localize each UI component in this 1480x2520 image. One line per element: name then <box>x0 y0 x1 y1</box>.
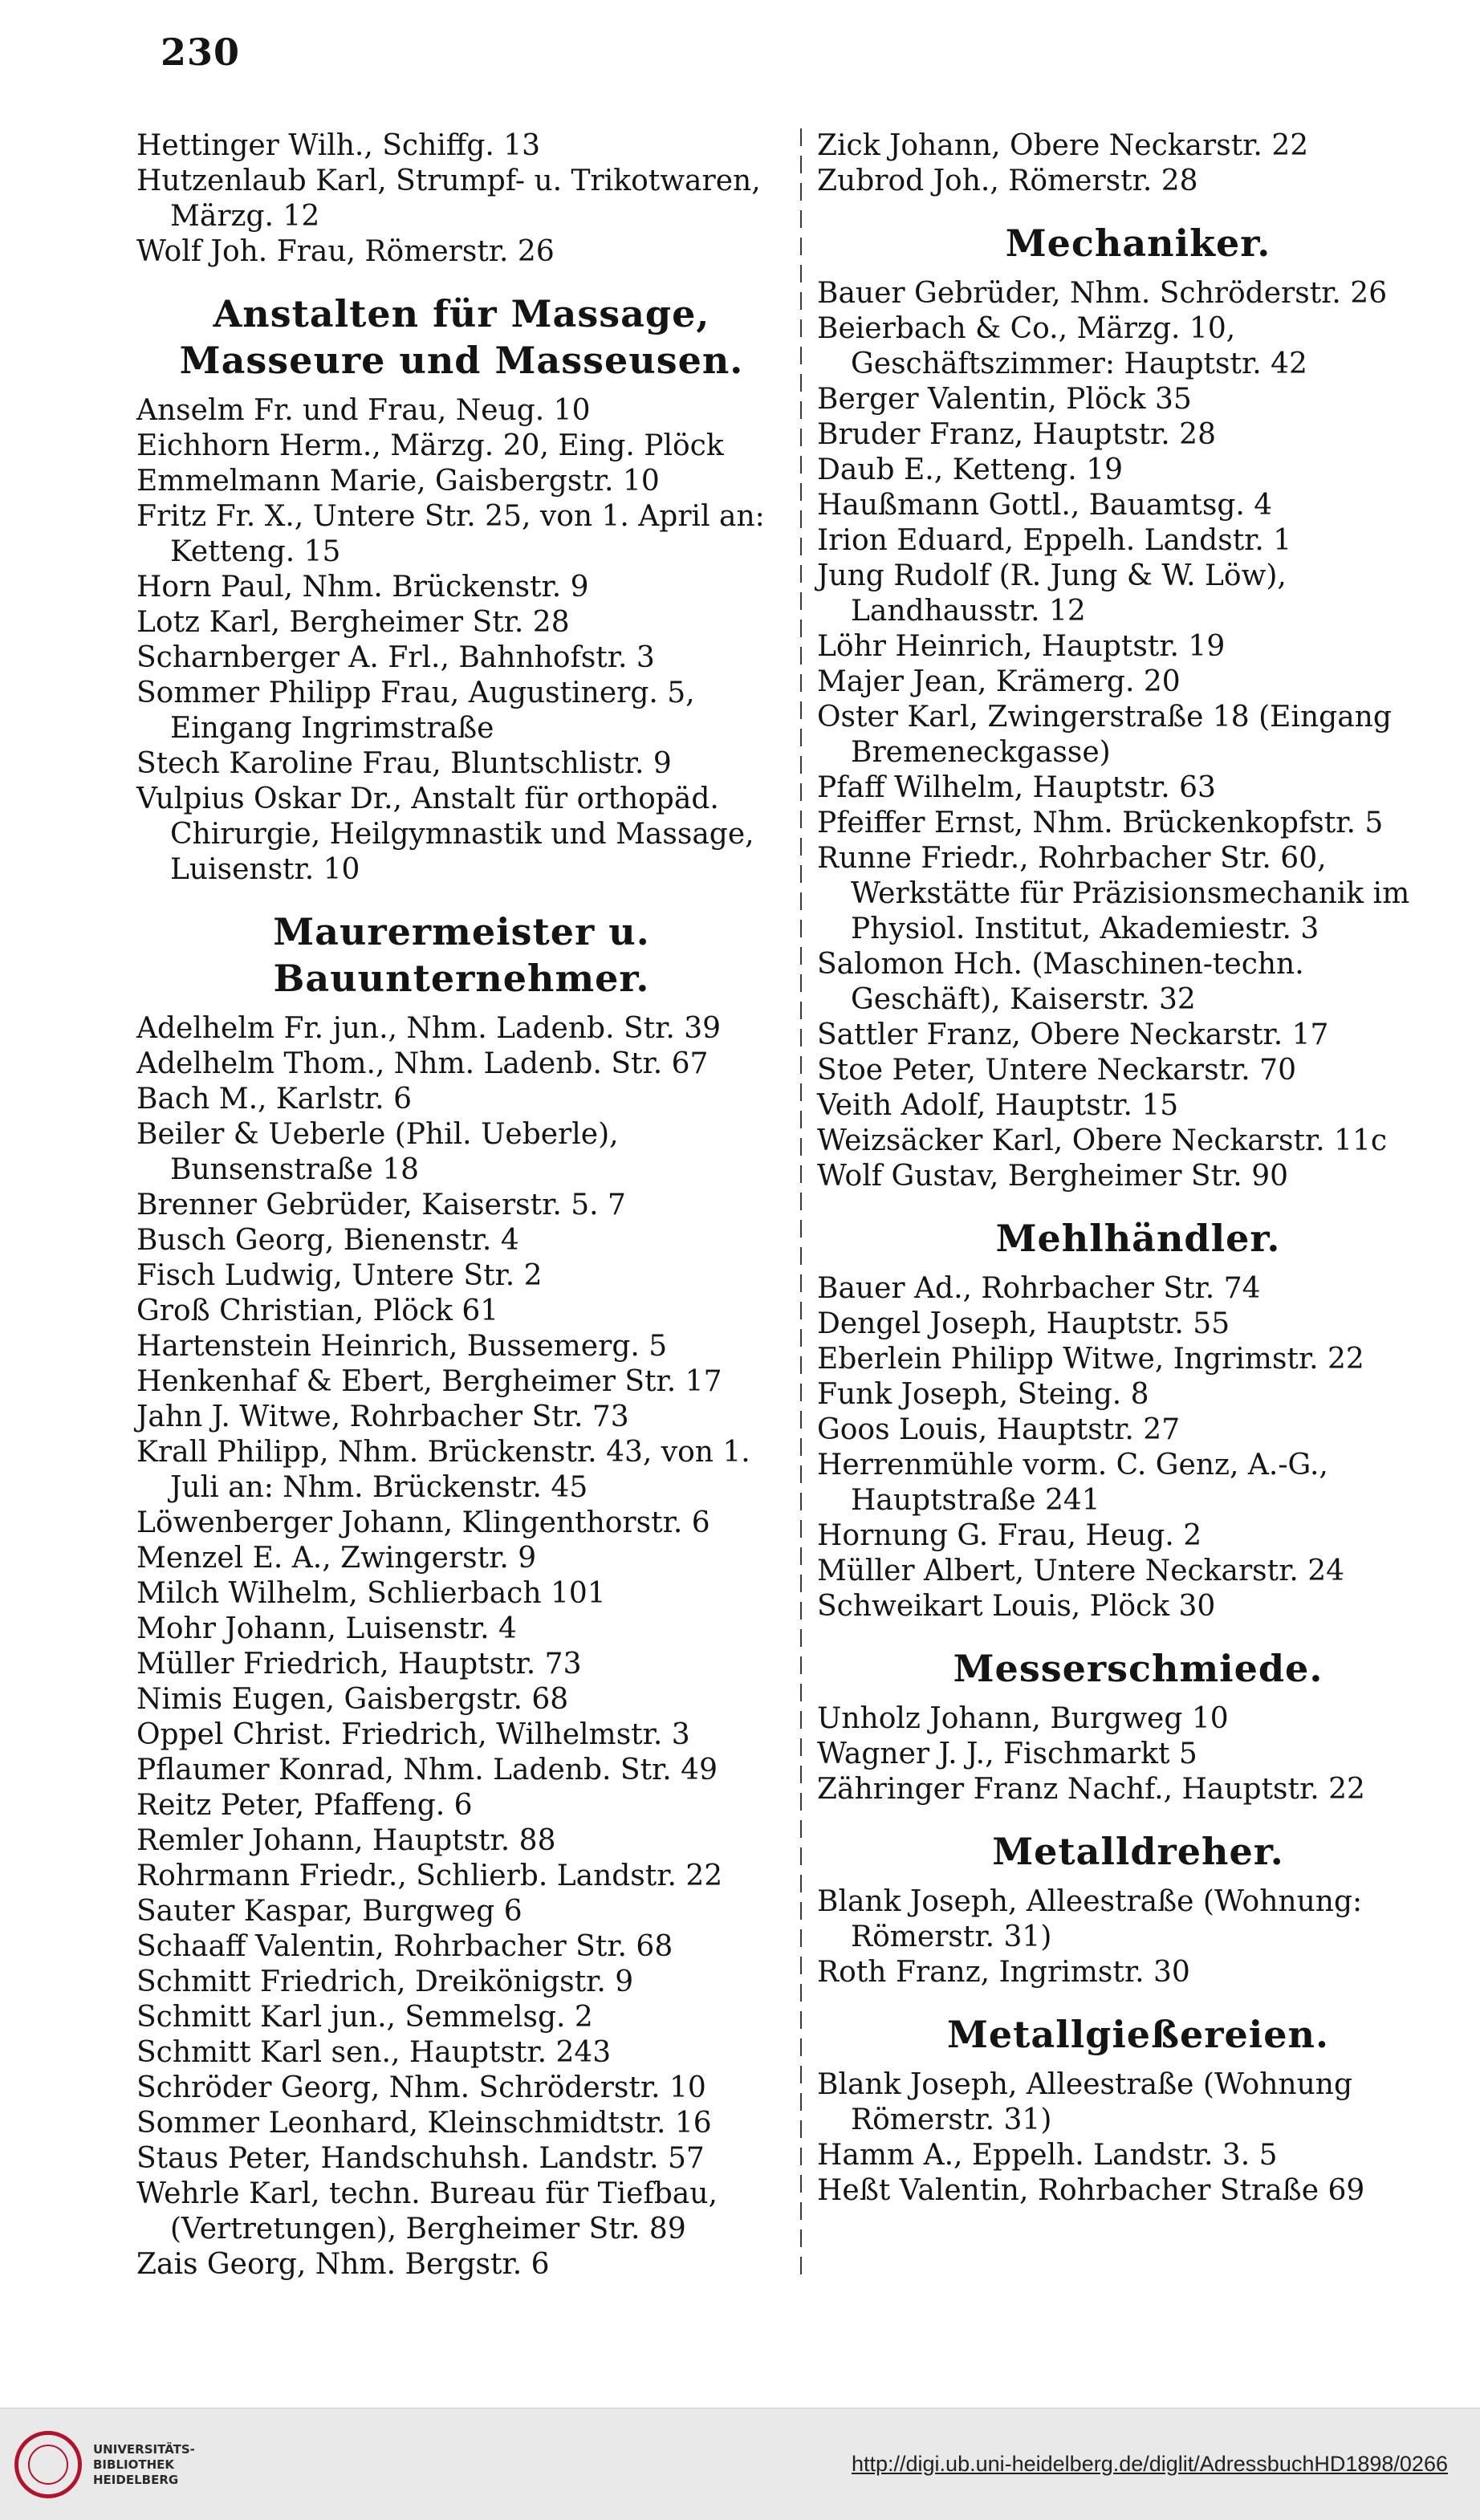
directory-entry: Wehrle Karl, techn. Bureau für Tiefbau, (Vertretungen), Bergheimer Str. 89 <box>136 2177 718 2246</box>
directory-entry: Schmitt Karl sen., Hauptstr. 243 <box>136 2036 612 2069</box>
directory-entry: Berger Valentin, Plöck 35 <box>817 383 1192 416</box>
directory-entry: Sommer Philipp Frau, Augustinerg. 5, Eingang Ingrimstraße <box>136 677 695 745</box>
column-divider <box>800 128 802 2279</box>
directory-entry: Zubrod Joh., Römerstr. 28 <box>817 165 1198 197</box>
directory-entry: Fisch Ludwig, Untere Str. 2 <box>136 1259 543 1292</box>
directory-entry: Staus Peter, Handschuhsh. Landstr. 57 <box>136 2142 705 2175</box>
directory-entry: Bauer Ad., Rohrbacher Str. 74 <box>817 1272 1261 1305</box>
directory-entry: Veith Adolf, Hauptstr. 15 <box>817 1089 1179 1122</box>
directory-entry: Hutzenlaub Karl, Strumpf- u. Trikotwaren, Märzg. 12 <box>136 165 761 233</box>
directory-entry: Hamm A., Eppelh. Landstr. 3. 5 <box>817 2139 1278 2172</box>
directory-entry: Menzel E. A., Zwingerstr. 9 <box>136 1542 537 1575</box>
directory-entry: Anselm Fr. und Frau, Neug. 10 <box>136 394 591 427</box>
directory-entry: Groß Christian, Plöck 61 <box>136 1295 499 1327</box>
directory-entry: Horn Paul, Nhm. Brückenstr. 9 <box>136 571 589 604</box>
directory-entry: Daub E., Ketteng. 19 <box>817 453 1124 486</box>
directory-entry: Nimis Eugen, Gaisbergstr. 68 <box>136 1683 569 1716</box>
directory-entry: Jahn J. Witwe, Rohrbacher Str. 73 <box>136 1400 629 1433</box>
directory-entry: Zähringer Franz Nachf., Hauptstr. 22 <box>817 1773 1365 1806</box>
directory-entry: Schaaff Valentin, Rohrbacher Str. 68 <box>136 1930 673 1963</box>
footer-bar <box>0 2408 1480 2520</box>
left-column <box>136 128 787 2282</box>
directory-entry: Irion Eduard, Eppelh. Landstr. 1 <box>817 524 1292 557</box>
directory-entry: Schröder Georg, Nhm. Schröderstr. 10 <box>136 2071 706 2104</box>
directory-entry: Unholz Johann, Burgweg 10 <box>817 1702 1229 1735</box>
directory-entry: Brenner Gebrüder, Kaiserstr. 5. 7 <box>136 1189 626 1221</box>
directory-entry: Wolf Joh. Frau, Römerstr. 26 <box>136 235 555 268</box>
section-heading: Mehlhändler. <box>995 1217 1281 1260</box>
directory-entry: Remler Johann, Hauptstr. 88 <box>136 1824 556 1857</box>
directory-entry: Sauter Kaspar, Burgweg 6 <box>136 1895 522 1928</box>
section-heading: Metallgießereien. <box>946 2013 1329 2056</box>
section-heading: Anstalten für Massage, Masseure und Masseusen. <box>179 292 744 382</box>
directory-entry: Krall Philipp, Nhm. Brückenstr. 43, von 1. Juli an: Nhm. Brückenstr. 45 <box>136 1436 750 1504</box>
directory-entry: Blank Joseph, Alleestraße (Wohnung: Römerstr. 31) <box>817 1885 1363 1953</box>
directory-entry: Bauer Gebrüder, Nhm. Schröderstr. 26 <box>817 277 1388 310</box>
directory-entry: Jung Rudolf (R. Jung & W. Löw), Landhausstr. 12 <box>817 559 1287 628</box>
directory-entry: Oster Karl, Zwingerstraße 18 (Eingang Bremeneckgasse) <box>817 701 1392 769</box>
library-logo[interactable] <box>14 2424 207 2505</box>
directory-entry: Stech Karoline Frau, Bluntschlistr. 9 <box>136 747 672 780</box>
section-heading: Maurermeister u. Bauunternehmer. <box>273 910 650 1000</box>
right-column <box>817 128 1459 2209</box>
directory-entry: Hornung G. Frau, Heug. 2 <box>817 1519 1202 1552</box>
directory-entry: Fritz Fr. X., Untere Str. 25, von 1. April an: Ketteng. 15 <box>136 500 765 568</box>
directory-entry: Beierbach & Co., Märzg. 10, Geschäftszimmer: Hauptstr. 42 <box>817 312 1307 380</box>
directory-entry: Vulpius Oskar Dr., Anstalt für orthopäd. Chirurgie, Heilgymnastik und Massage, Luisenstr. 10 <box>136 782 754 886</box>
directory-entry: Wagner J. J., Fischmarkt 5 <box>817 1738 1197 1770</box>
directory-entry: Weizsäcker Karl, Obere Neckarstr. 11c <box>817 1124 1388 1157</box>
directory-entry: Adelhelm Thom., Nhm. Ladenb. Str. 67 <box>136 1047 709 1080</box>
directory-entry: Haußmann Gottl., Bauamtsg. 4 <box>817 489 1273 522</box>
directory-entry: Goos Louis, Hauptstr. 27 <box>817 1413 1181 1446</box>
directory-entry: Emmelmann Marie, Gaisbergstr. 10 <box>136 465 660 498</box>
directory-entry: Salomon Hch. (Maschinen-techn. Geschäft), Kaiserstr. 32 <box>817 948 1304 1016</box>
directory-entry: Bach M., Karlstr. 6 <box>136 1083 412 1116</box>
section-heading: Mechaniker. <box>1005 222 1271 265</box>
directory-entry: Lotz Karl, Bergheimer Str. 28 <box>136 606 570 639</box>
directory-entry: Adelhelm Fr. jun., Nhm. Ladenb. Str. 39 <box>136 1012 722 1045</box>
directory-entry: Schmitt Karl jun., Semmelsg. 2 <box>136 2001 593 2034</box>
directory-entry: Müller Friedrich, Hauptstr. 73 <box>136 1648 582 1681</box>
page-number: 230 <box>161 30 241 74</box>
directory-entry: Hettinger Wilh., Schiffg. 13 <box>136 129 541 162</box>
section-heading: Messerschmiede. <box>953 1647 1323 1690</box>
directory-entry: Zais Georg, Nhm. Bergstr. 6 <box>136 2248 550 2281</box>
directory-entry: Hartenstein Heinrich, Bussemerg. 5 <box>136 1330 668 1363</box>
directory-entry: Dengel Joseph, Hauptstr. 55 <box>817 1307 1230 1340</box>
directory-entry: Oppel Christ. Friedrich, Wilhelmstr. 3 <box>136 1718 690 1751</box>
directory-entry: Blank Joseph, Alleestraße (Wohnung Römerstr. 31) <box>817 2068 1352 2136</box>
directory-entry: Heßt Valentin, Rohrbacher Straße 69 <box>817 2174 1365 2207</box>
directory-entry: Funk Joseph, Steing. 8 <box>817 1378 1149 1411</box>
directory-entry: Pfaff Wilhelm, Hauptstr. 63 <box>817 771 1216 804</box>
directory-entry: Schmitt Friedrich, Dreikönigstr. 9 <box>136 1965 634 1998</box>
directory-entry: Runne Friedr., Rohrbacher Str. 60, Werkstätte für Präzisionsmechanik im Physiol. Institut, Akademiestr. 3 <box>817 842 1410 945</box>
directory-entry: Pflaumer Konrad, Nhm. Ladenb. Str. 49 <box>136 1754 718 1786</box>
source-url-link[interactable]: http://digi.ub.uni-heidelberg.de/diglit/AdressbuchHD1898/0266 <box>851 2452 1448 2476</box>
directory-entry: Müller Albert, Untere Neckarstr. 24 <box>817 1555 1345 1587</box>
directory-entry: Löhr Heinrich, Hauptstr. 19 <box>817 630 1226 663</box>
directory-entry: Mohr Johann, Luisenstr. 4 <box>136 1612 517 1645</box>
directory-entry: Busch Georg, Bienenstr. 4 <box>136 1224 519 1257</box>
directory-entry: Milch Wilhelm, Schlierbach 101 <box>136 1577 606 1610</box>
section-heading: Metalldreher. <box>992 1830 1284 1873</box>
directory-entry: Scharnberger A. Frl., Bahnhofstr. 3 <box>136 641 655 674</box>
directory-entry: Bruder Franz, Hauptstr. 28 <box>817 418 1216 451</box>
directory-entry: Eberlein Philipp Witwe, Ingrimstr. 22 <box>817 1343 1364 1376</box>
library-seal-icon <box>14 2431 82 2498</box>
directory-entry: Eichhorn Herm., Märzg. 20, Eing. Plöck <box>136 429 724 462</box>
directory-entry: Sommer Leonhard, Kleinschmidtstr. 16 <box>136 2107 712 2140</box>
directory-entry: Löwenberger Johann, Klingenthorstr. 6 <box>136 1506 710 1539</box>
directory-entry: Herrenmühle vorm. C. Genz, A.-G., Hauptstraße 241 <box>817 1449 1328 1517</box>
directory-entry: Rohrmann Friedr., Schlierb. Landstr. 22 <box>136 1860 723 1892</box>
directory-entry: Stoe Peter, Untere Neckarstr. 70 <box>817 1054 1296 1087</box>
directory-entry: Henkenhaf & Ebert, Bergheimer Str. 17 <box>136 1365 722 1398</box>
directory-entry: Sattler Franz, Obere Neckarstr. 17 <box>817 1018 1329 1051</box>
directory-entry: Beiler & Ueberle (Phil. Ueberle), Bunsenstraße 18 <box>136 1118 619 1186</box>
directory-entry: Schweikart Louis, Plöck 30 <box>817 1590 1216 1623</box>
library-logo-text: UNIVERSITÄTS- BIBLIOTHEK HEIDELBERG <box>93 2441 195 2487</box>
directory-entry: Wolf Gustav, Bergheimer Str. 90 <box>817 1160 1289 1193</box>
directory-entry: Reitz Peter, Pfaffeng. 6 <box>136 1789 473 1822</box>
directory-entry: Roth Franz, Ingrimstr. 30 <box>817 1956 1190 1989</box>
directory-entry: Majer Jean, Krämerg. 20 <box>817 665 1181 698</box>
directory-entry: Pfeiffer Ernst, Nhm. Brückenkopfstr. 5 <box>817 807 1384 839</box>
directory-entry: Zick Johann, Obere Neckarstr. 22 <box>817 129 1309 162</box>
